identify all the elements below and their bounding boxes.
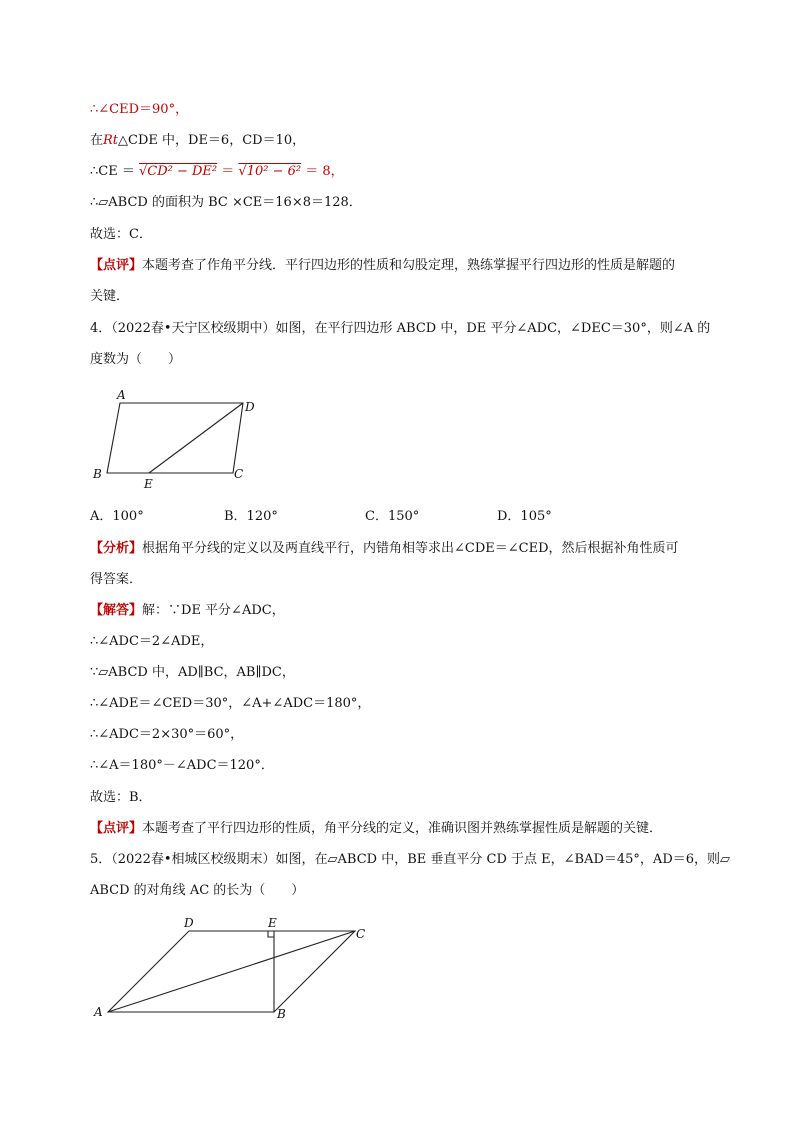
q5-label-d: D <box>184 916 194 930</box>
q4-solution-line-3: ∵▱ABCD 中，AD∥BC，AB∥DC， <box>90 665 295 680</box>
q4-label-a: A <box>117 388 126 402</box>
q4-answer: 故选：B． <box>90 790 152 805</box>
q4-analysis-line-2: 得答案． <box>90 572 143 587</box>
q4-option-a: A．100° <box>90 509 144 524</box>
q4-figure <box>88 385 268 495</box>
q4-solution-line-2: ∴∠ADC＝2∠ADE， <box>90 634 214 649</box>
q4-solution-line-6: ∴∠A＝180°－∠ADC＝120°． <box>90 758 274 773</box>
q4-option-c: C．150° <box>365 509 420 524</box>
step-right-triangle: 在Rt△CDE 中，DE＝6，CD＝10， <box>90 133 306 148</box>
comment-line-2: 关键． <box>90 289 130 304</box>
q4-segment-de <box>149 403 243 473</box>
q5-label-e: E <box>268 916 277 930</box>
q4-option-b: B．120° <box>224 509 278 524</box>
q5-label-c: C <box>356 927 366 941</box>
q4-analysis-line-1: 【分析】根据角平分线的定义以及两直线平行，内错角相等求出∠CDE＝∠CED，然后根据补角性质可 <box>90 541 679 556</box>
q4-solution-line-4: ∴∠ADE＝∠CED＝30°，∠A+∠ADC＝180°， <box>90 696 371 711</box>
comment-line-1: 【点评】本题考查了作角平分线．平行四边形的性质和勾股定理，熟练掌握平行四边形的性质是解题的 <box>90 258 676 273</box>
q5-stem-line-2: ABCD 的对角线 AC 的长为（ ） <box>90 883 305 898</box>
q4-label-c: C <box>234 467 244 481</box>
step-angle-ced: ∴∠CED＝90°， <box>90 102 189 117</box>
q4-label-d: D <box>245 400 255 414</box>
q4-stem-line-2: 度数为（ ） <box>90 352 182 367</box>
q4-option-d: D．105° <box>497 509 552 524</box>
q4-stem-line-1: 4．（2022春•天宁区校级期中）如图，在平行四边形 ABCD 中，DE 平分∠ADC，∠DEC＝30°，则∠A 的 <box>90 321 711 336</box>
q4-label-e: E <box>144 477 153 491</box>
step-area: ∴▱ABCD 的面积为 BC ×CE＝16×8＝128． <box>90 195 362 210</box>
q5-stem-line-1: 5．（2022春•相城区校级期末）如图，在▱ABCD 中，BE 垂直平分 CD 于点 E，∠BAD＝45°，AD＝6，则▱ <box>90 852 731 867</box>
q5-diagonal-ac <box>108 931 355 1012</box>
q5-figure <box>88 912 378 1027</box>
q5-label-b: B <box>277 1007 286 1021</box>
step-ce-formula: ∴CE ＝ √CD² − DE² ＝ √10² − 6² ＝ 8， <box>90 164 344 179</box>
q5-label-a: A <box>94 1005 103 1019</box>
q4-solution-line-1: 【解答】解：∵DE 平分∠ADC， <box>90 603 285 618</box>
answer-choice: 故选：C． <box>90 227 152 242</box>
q4-parallelogram <box>107 403 243 473</box>
q5-right-angle-mark <box>268 931 274 937</box>
q4-comment: 【点评】本题考查了平行四边形的性质，角平分线的定义，准确识图并熟练掌握性质是解题的关键． <box>90 821 663 836</box>
q4-label-b: B <box>93 467 102 481</box>
q4-solution-line-5: ∴∠ADC＝2×30°＝60°， <box>90 727 244 742</box>
